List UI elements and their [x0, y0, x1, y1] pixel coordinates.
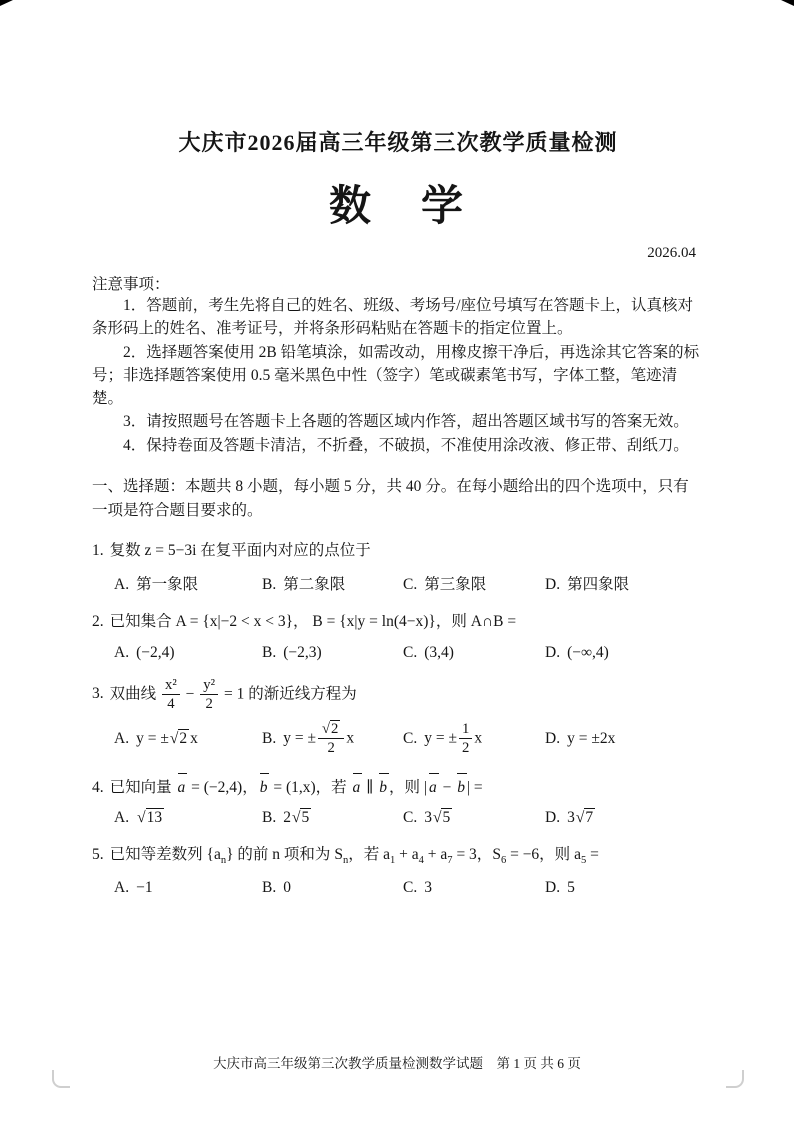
notice-heading: 注意事项： — [92, 276, 170, 293]
page-footer: 大庆市高三年级第三次教学质量检测数学试题 第 1 页 共 6 页 — [213, 1056, 581, 1071]
answer-option: C. y = ± $\frac{1}{2}$ x — [403, 721, 483, 757]
exam-title: 大庆市2026届高三年级第三次教学质量检测 — [178, 130, 618, 155]
option-label: D. — [545, 643, 561, 661]
answer-option: D. 第四象限 — [545, 576, 630, 594]
notice-section — [92, 272, 704, 457]
square-root: √13 — [137, 809, 163, 827]
answer-option: D. y = ±2x — [545, 729, 616, 747]
option-label: C. — [403, 878, 418, 896]
option-label: C. — [403, 809, 418, 827]
question — [92, 842, 704, 896]
answer-option: C. 3√5 — [403, 809, 451, 827]
option-label: B. — [262, 878, 277, 896]
option-label: B. — [262, 809, 277, 827]
answer-option: C. (3,4) — [403, 643, 454, 661]
exam-content — [92, 0, 704, 897]
vector-symbol: b — [258, 772, 270, 801]
question-options — [114, 809, 704, 827]
answer-option: D. (−∞,4) — [545, 643, 609, 661]
question-options — [114, 644, 704, 662]
option-label: A. — [114, 729, 130, 747]
question-number: 4. — [92, 778, 104, 796]
answer-option: B. 2√5 — [262, 809, 310, 827]
question-stem: 1. 复数 z = 5−3i 在复平面内对应的点位于 — [92, 541, 371, 559]
notice-item: 4．保持卷面及答题卡清洁，不折叠，不破损，不准使用涂改液、修正带、刮纸刀。 — [123, 436, 689, 454]
vector-symbol: b — [455, 772, 467, 801]
question-options — [114, 572, 704, 594]
question-stem: 4. 已知向量 a = (−2,4)， b = (1,x)，若 a ∥ b ，则 | a − b | = — [92, 772, 704, 801]
answer-option: B. y = ± $\frac{√2}{2}$ x — [262, 721, 355, 757]
question-stem: 5. 已知等差数列 $\{a_n\}$ 的前 n 项和为 $S_n$，若 $a_1 + a_4 + a_7 = 3$，$S_6 = -6$，则 $a_5$ = — [92, 846, 599, 867]
fraction: $\frac{\text{x²}}{4}$ — [162, 677, 180, 712]
vector-symbol: a — [427, 772, 439, 801]
exam-subject: 数 学 — [328, 184, 467, 230]
questions — [92, 538, 704, 897]
question-stem: 3. 双曲线 $\frac{\text{x²}}{4}$ − $\frac{\text{y²}}{2}$ = 1 的渐近线方程为 — [92, 676, 357, 713]
option-label: C. — [403, 643, 418, 661]
fraction: $\frac{1}{2}$ — [459, 721, 472, 756]
question-stem: 2. 已知集合 A = {x|−2 < x < 3}， B = {x|y = ln(4−x)}，则 A∩B = — [92, 613, 517, 631]
answer-option: C. 第三象限 — [403, 576, 487, 594]
scan-corner-artifact — [0, 0, 13, 6]
question — [92, 538, 704, 595]
option-label: D. — [545, 729, 561, 747]
option-label: D. — [545, 878, 561, 896]
option-label: B. — [262, 576, 277, 594]
answer-option: D. 3√7 — [545, 809, 594, 827]
question-number: 1. — [92, 541, 104, 559]
vector-symbol: a — [351, 772, 363, 801]
option-label: B. — [262, 729, 277, 747]
vector-symbol: a — [176, 772, 188, 801]
question-options — [114, 721, 704, 756]
scan-frame-mark — [726, 1070, 744, 1088]
option-label: C. — [403, 729, 418, 747]
square-root: √5 — [291, 809, 310, 827]
option-label: D. — [545, 809, 561, 827]
answer-option: A. 第一象限 — [114, 576, 199, 594]
notice-item: 2．选择题答案使用 2B 铅笔填涂，如需改动，用橡皮擦干净后，再选涂其它答案的标号；非选择题答案使用 0.5 毫米黑色中性（签字）笔或碳素笔书写，字体工整，笔迹清楚。 — [92, 343, 700, 407]
option-label: B. — [262, 643, 277, 661]
option-label: A. — [114, 878, 130, 896]
option-label: D. — [545, 576, 561, 594]
square-root: √2 — [169, 729, 188, 747]
answer-option: A. y = ±√2 x — [114, 729, 198, 747]
vector-symbol: b — [377, 772, 389, 801]
answer-option: B. 0 — [262, 878, 291, 896]
exam-date: 2026.04 — [647, 245, 696, 261]
square-root: √2 — [321, 721, 339, 738]
square-root: √5 — [432, 809, 451, 827]
notice-item: 3．请按照题号在答题卡上各题的答题区域内作答，超出答题区域书写的答案无效。 — [123, 413, 689, 431]
answer-option: D. 5 — [545, 878, 575, 896]
question-number: 3. — [92, 685, 104, 703]
scan-frame-mark — [52, 1070, 70, 1088]
question-number: 2. — [92, 613, 104, 631]
answer-option: A. −1 — [114, 878, 153, 896]
answer-option: A. (−2,4) — [114, 643, 175, 661]
question — [92, 772, 704, 828]
fraction: $\frac{√2}{2}$ — [318, 721, 344, 756]
answer-option: C. 3 — [403, 878, 432, 896]
section-one-heading: 一、选择题：本题共 8 小题，每小题 5 分，共 40 分。在每小题给出的四个选项中，只有一项是符合题目要求的。 — [92, 477, 689, 519]
scan-corner-artifact — [781, 0, 794, 6]
question-options — [114, 879, 704, 897]
notice-item: 1．答题前，考生先将自己的姓名、班级、考场号/座位号填写在答题卡上，认真核对条形码上的姓名、准考证号，并将条形码粘贴在答题卡的指定位置上。 — [92, 297, 694, 338]
notice-items — [92, 294, 704, 457]
option-label: A. — [114, 576, 130, 594]
answer-option: B. 第二象限 — [262, 576, 346, 594]
question — [92, 677, 704, 757]
option-label: A. — [114, 643, 130, 661]
square-root: √7 — [575, 809, 594, 827]
answer-option — [114, 809, 262, 827]
question-number: 5. — [92, 846, 104, 864]
fraction: $\frac{\text{y²}}{2}$ — [200, 677, 218, 712]
option-label: A. — [114, 809, 130, 827]
question — [92, 609, 704, 662]
option-label: C. — [403, 576, 418, 594]
answer-option: B. (−2,3) — [262, 643, 322, 661]
